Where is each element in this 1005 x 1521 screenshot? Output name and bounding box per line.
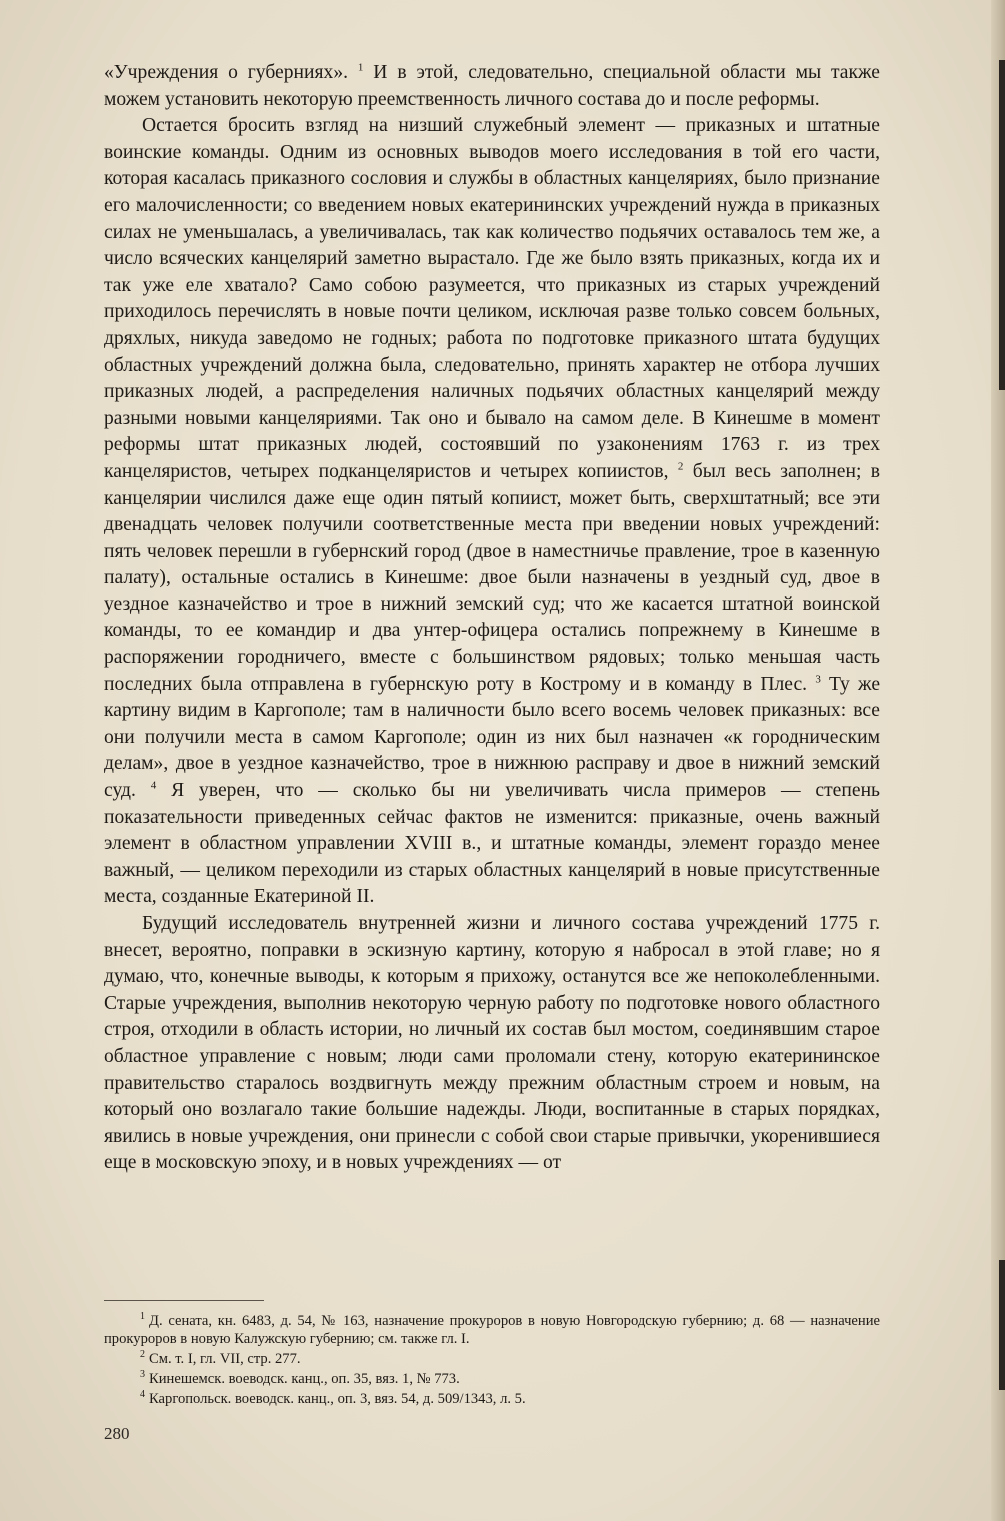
footnote-marker: 3 bbox=[815, 673, 821, 686]
footnote bbox=[104, 1370, 880, 1388]
footnote-text: См. т. I, гл. VII, стр. 277. bbox=[149, 1351, 301, 1367]
paragraph-text: был весь заполнен; в канцелярии числился даже еще один пятый копиист, может быть, сверхштатный; все эти двенадцать человек получили соответственные места при введении новых учреждений: пять человек перешли в губернский город (двое в наместничье правление, трое в казенную палату), остальные остались в Кинешме: двое были назначены в уездный суд, двое в уездное казначейство и трое в нижний земский суд; что же касается штатной воинской команды, то ее командир и два унтер-офицера остались попрежнему в Кинешме в распоряжении городничего, вместе с большинством рядовых; только меньшая часть последних была отправлена в губернскую роту в Кострому и в команду в Плес. bbox=[104, 460, 880, 695]
paragraph-text: «Учреждения о губерниях». bbox=[104, 62, 358, 83]
footnote-number: 1 bbox=[140, 1311, 145, 1323]
paragraph-text: Остается бросить взгляд на низший служебный элемент — приказных и штатные воинские команды. Одним из основных выводов моего исследования в той его части, которая касалась приказного сословия и службы в областных канцеляриях, было признание его малочисленности; со введением новых екатерининских учреждений нужда в приказных силах не уменьшалась, а увеличивалась, так как количество подьячих оставалось тем же, а число всяческих канцелярий заметно вырастало. Где же было взять приказных, когда их и так уже еле хватало? Само собою разумеется, что приказных из старых учреждений приходилось перечислять в новые почти целиком, исключая разве только совсем больных, дряхлых, никуда заведомо не годных; работа по подготовке приказного штата будущих областных учреждений должна была, следовательно, принять характер не отбора лучших приказных людей, а распределения наличных подьячих областных канцелярий между разными новыми канцеляриями. Так оно и бывало на самом деле. В Кинешме в момент реформы штат приказных людей, состоявший по узаконениям 1763 г. из трех канцеляристов, четырех подканцеляристов и четырех копиистов, bbox=[104, 115, 880, 482]
footnote-marker: 1 bbox=[357, 61, 364, 74]
footnote-text: Кинешемск. воеводск. канц., оп. 35, вяз. 1, № 773. bbox=[149, 1371, 460, 1387]
spine-dark-mark bbox=[999, 1260, 1005, 1390]
paragraph bbox=[104, 113, 880, 911]
footnote-number: 2 bbox=[140, 1349, 145, 1361]
paragraph-text: И в этой, следовательно, специальной области мы также можем установить некоторую преемственность личного состава до и после реформы. bbox=[104, 62, 881, 110]
footnote-number: 3 bbox=[140, 1369, 145, 1381]
footnote-marker: 4 bbox=[150, 779, 157, 792]
footnote-marker: 2 bbox=[677, 460, 684, 473]
footnote-rule bbox=[104, 1300, 264, 1301]
footnote bbox=[104, 1312, 880, 1348]
footnote-number: 4 bbox=[140, 1389, 145, 1401]
paragraph-text: Будущий исследователь внутренней жизни и личного состава учреждений 1775 г. внесет, вероятно, поправки в эскизную картину, которую я набросал в этой главе; но я думаю, что, конечные выводы, к которым я прихожу, останутся все же непоколебленными. Старые учреждения, выполнив некоторую черную работу по подготовке нового областного строя, отходили в область истории, но личный их состав был мостом, соединявшим старое областное управление с новым; люди сами проломали стену, которую екатерининское правительство старалось воздвигнуть между прежним областным строем и новым, на который оно возлагало такие большие надежды. Люди, воспитанные в старых порядках, явились в новые учреждения, они принесли с собой свои старые привычки, укоренившиеся еще в московскую эпоху, и в новых учреждениях — от bbox=[104, 913, 880, 1174]
footnotes bbox=[104, 1312, 880, 1410]
page-number: 280 bbox=[104, 1424, 130, 1443]
main-text bbox=[104, 60, 880, 1177]
paragraph-text: Я уверен, что — сколько бы ни увеличивать числа примеров — степень показательности приведенных сейчас фактов не изменится: приказные, очень важный элемент в областном управлении XVIII в., и штатные команды, элемент гораздо менее важный, — целиком переходили из старых областных канцелярий в новые присутственные места, созданные Екатериной II. bbox=[104, 780, 880, 908]
paragraph bbox=[104, 911, 880, 1177]
footnote-text: Д. сената, кн. 6483, д. 54, № 163, назначение прокуроров в новую Новгородскую губернию; д. 68 — назначение прокуроров в новую Калужскую губернию; см. также гл. I. bbox=[104, 1313, 880, 1347]
footnote bbox=[104, 1350, 880, 1368]
footnote-text: Каргопольск. воеводск. канц., оп. 3, вяз. 54, д. 509/1343, л. 5. bbox=[149, 1391, 526, 1407]
footnote bbox=[104, 1390, 880, 1408]
paragraph-text: Ту же картину видим в Каргополе; там в наличности было всего восемь человек приказных: все они получили места в самом Каргополе; один из них был назначен «к городническим делам», двое в уездное казначейство, трое в нижнюю расправу и двое в нижний земский суд. bbox=[104, 673, 881, 802]
spine-dark-mark bbox=[999, 60, 1005, 390]
paragraph bbox=[104, 60, 880, 113]
